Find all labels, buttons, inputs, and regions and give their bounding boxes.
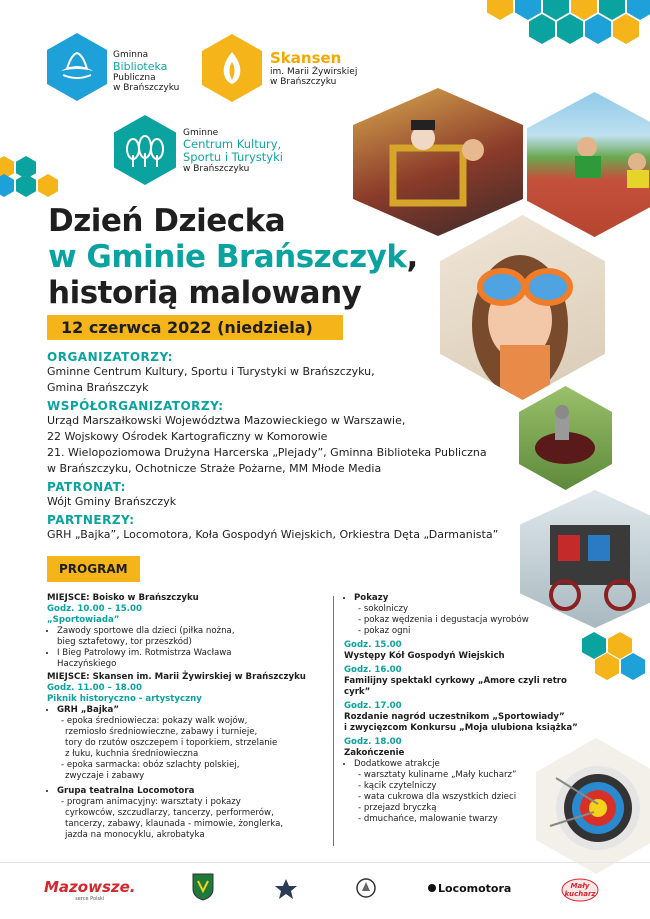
decor-hex [16,174,36,197]
decor-hex [621,653,645,680]
decor-hex [38,174,58,197]
list-item: • GRH „Bajka” [57,705,332,716]
biblioteka-logo-icon [47,33,107,101]
list-item: • Grupa teatralna Locomotora [57,786,332,797]
program-label: PROGRAM [47,556,140,582]
decor-hex [487,0,513,20]
photo-race [527,92,650,237]
gmina-crest-icon [192,873,214,905]
event-date: 12 czerwca 2022 (niedziela) [47,315,343,340]
skansen-logo-text: Skansen im. Marii Żywirskiej w Brańszczyku [270,49,358,87]
decor-hex [0,174,14,197]
page-title: Dzień Dziecka w Gminie Brańszczyk, historią malowany [48,203,418,311]
centrum-logo-icon [114,115,176,185]
photo-knight [519,386,612,490]
maly-kucharz-logo: Mały kucharz [560,877,600,903]
decor-hex [585,14,611,44]
decor-hex [613,14,639,44]
list-item: • Pokazy [354,593,594,604]
list-item: • Zawody sportowe dla dzieci (piłka nożna, bieg sztafetowy, tor przeszkód) [57,626,332,648]
footer-divider [0,862,650,863]
skansen-logo-icon [202,34,262,102]
decor-hex [595,653,619,680]
decor-hex [557,14,583,44]
decor-hex [529,14,555,44]
centrum-logo-text: Gminne Centrum Kultury, Sportu i Turystyki w Brańszczyku [183,128,283,174]
decor-hex [608,632,632,659]
list-item: • Dodatkowe atrakcje [354,759,594,770]
info-sections: ORGANIZATORZY: Gminne Centrum Kultury, Sportu i Turystyki w Brańszczyku, Gmina Brańszczyk WSPÓŁORGANIZATORZY: Urząd Marszałkowski Województwa Mazowieckiego w Warszawie, 22 Wojskowy Ośrodek Kartograficzny w Komorowie 21. Wielopoziomowa Drużyna Harcerska „Plejady”, Gminna Biblioteka Publiczna w Brańszczyku, Ochotnicze Straże Pożarne, MM Młode Media PATRONAT: Wójt Gminy Brańszczyk PARTNERZY: GRH „Bajka”, Locomotora, Koła Gospodyń Wiejskich, Orkiestra Dęta „Darmanista” [47,350,499,541]
program-right-column: • Pokazy - sokolniczy - pokaz wędzenia i degustacja wyrobów - pokaz ogni Godz. 15.00 Występy Kół Gospodyń Wiejskich Godz. 16.00 Familijny spektakl cyrkowy „Amore czyli retro cyrk” Godz. 17.00 Rozdanie nagród uczestnikom „Sportowiady” i zwycięzcom Konkursu „Moja ulubiona książka” Godz. 18.00 Zakończenie • Dodatkowe atrakcje - warsztaty kulinarne „Mały kucharz” - kącik czytelniczy - wata cukrowa dla wszystkich dzieci - przejazd bryczką - dmuchańce, malowanie twarzy [344,593,594,825]
column-divider [333,596,334,846]
program-left-column: MIEJSCE: Boisko w Brańszczyku Godz. 10.00 – 15.00 „Sportowiada” • Zawody sportowe dla dzieci (piłka nożna, bieg sztafetowy, tor przeszkód) • I Bieg Patrolowy im. Rotmistrza Wacława Haczyńskiego MIEJSCE: Skansen im. Marii Żywirskiej w Brańszczyku Godz. 11.00 – 18.00 Piknik historyczno - artystyczny • GRH „Bajka” - epoka średniowiecza: pokazy walk wojów, rzemiosło średniowieczne, zabawy i turnieje, tory do rzutów oszczepem i toporkiem, strzelanie z łuku, kuchnia średniowieczna - epoka sarmacka: obóz szlachty polskiej, zwyczaje i zabawy • Grupa teatralna Locomotora - program animacyjny: warsztaty i pokazy cyrkowców, szczudlarzy, tancerzy, performerów, tancerzy, zabawy, klaunada - mimowie, żonglerka, jazda na monocyklu, akrobatyka [47,593,332,841]
military-emblem-icon [274,878,298,904]
list-item: • I Bieg Patrolowy im. Rotmistrza Wacława Haczyńskiego [57,648,332,670]
scout-emblem-icon [355,877,377,903]
biblioteka-logo-text: Gminna Biblioteka Publiczna w Brańszczyku [113,50,180,93]
mazowsze-logo: Mazowsze. serce Polski [44,878,136,902]
locomotora-logo: Locomotora [428,882,511,895]
